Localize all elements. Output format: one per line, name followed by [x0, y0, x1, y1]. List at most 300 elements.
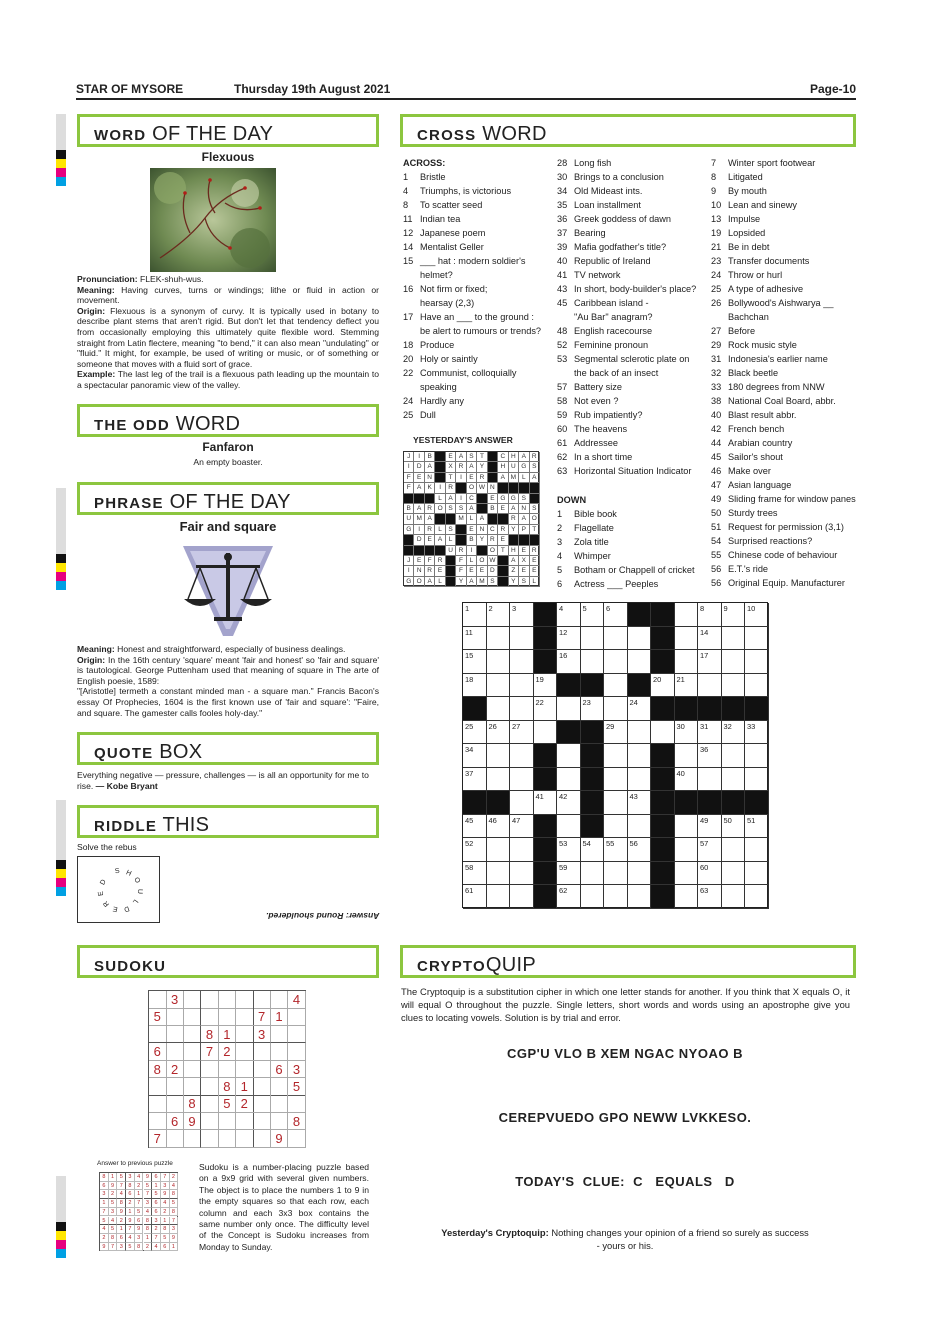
crossword-cell[interactable] [510, 650, 534, 674]
answer-cell: A [425, 514, 435, 524]
crossword-cell[interactable] [651, 721, 675, 745]
sudoku-cell[interactable] [253, 991, 271, 1009]
sudoku-cell[interactable] [149, 991, 167, 1009]
crossword-block [628, 674, 652, 698]
sudoku-answer-cell: 5 [109, 1199, 118, 1208]
answer-cell [498, 566, 508, 576]
crossword-cell[interactable]: 14 [698, 627, 722, 651]
crossword-cell[interactable] [510, 885, 534, 909]
crossword-cell[interactable] [722, 885, 746, 909]
sudoku-cell[interactable] [236, 991, 254, 1009]
clue-item: 37 Bearing [557, 228, 606, 238]
side-strip [56, 1176, 66, 1226]
sudoku-cell[interactable] [236, 1130, 254, 1148]
crossword-cell[interactable] [604, 744, 628, 768]
crossword-cell[interactable] [510, 768, 534, 792]
crossword-cell[interactable] [745, 838, 769, 862]
crossword-cell[interactable] [675, 885, 699, 909]
sudoku-cell[interactable] [201, 1113, 219, 1131]
crossword-cell[interactable] [557, 697, 581, 721]
sudoku-instructions: Sudoku is a number-placing puzzle based on a 9x9 grid with several given numbers. The object is to place the numbers 1 to 9 in the empty squares so that each row, each column and each 3x3 box contains the same number only once. The difficulty level of the Concept is Sudoku increases from Monday to Sunday. [199, 1162, 369, 1252]
crossword-cell[interactable]: 4 [557, 603, 581, 627]
crossword-cell[interactable]: 24 [628, 697, 652, 721]
crossword-cell[interactable]: 18 [463, 674, 487, 698]
crossword-cell[interactable]: 34 [463, 744, 487, 768]
sudoku-cell[interactable] [236, 1026, 254, 1044]
crossword-cell[interactable]: 23 [581, 697, 605, 721]
sudoku-answer-cell: 3 [161, 1182, 170, 1191]
answer-cell [414, 546, 424, 556]
crossword-cell[interactable]: 54 [581, 838, 605, 862]
answer-cell: R [488, 535, 498, 545]
sudoku-answer-cell: 4 [170, 1182, 179, 1191]
answer-cell: R [425, 566, 435, 576]
crossword-cell[interactable] [534, 721, 558, 745]
answer-cell: L [530, 577, 540, 587]
crossword-cell[interactable] [722, 627, 746, 651]
sudoku-cell[interactable] [166, 1130, 184, 1148]
crossword-cell[interactable] [487, 697, 511, 721]
crossword-cell[interactable] [487, 650, 511, 674]
crossword-cell[interactable] [628, 768, 652, 792]
clue-item: 40 Republic of Ireland [557, 256, 651, 266]
sudoku-cell: 7 [201, 1043, 219, 1061]
sudoku-answer-cell: 2 [152, 1225, 161, 1234]
answer-cell: L [435, 525, 445, 535]
crossword-cell[interactable]: 26 [487, 721, 511, 745]
crossword-cell[interactable]: 2 [487, 603, 511, 627]
answer-cell: N [414, 566, 424, 576]
crossword-cell[interactable]: 30 [675, 721, 699, 745]
sudoku-answer-cell: 2 [126, 1199, 135, 1208]
answer-cell: A [467, 577, 477, 587]
crossword-cell[interactable]: 57 [698, 838, 722, 862]
answer-cell [530, 535, 540, 545]
clue-item: 11 Indian tea [403, 214, 461, 224]
crossword-cell[interactable]: 16 [557, 650, 581, 674]
crossword-cell[interactable]: 8 [698, 603, 722, 627]
crossword-cell[interactable]: 33 [745, 721, 769, 745]
crossword-block [651, 815, 675, 839]
answer-cell: U [404, 514, 414, 524]
crossword-cell[interactable] [487, 838, 511, 862]
sudoku-cell[interactable] [271, 1043, 289, 1061]
crossword-cell[interactable] [604, 815, 628, 839]
answer-cell: L [446, 535, 456, 545]
answer-cell: I [414, 452, 424, 462]
crossword-cell[interactable] [581, 885, 605, 909]
crossword-cell[interactable] [604, 768, 628, 792]
answer-cell [519, 483, 529, 493]
answer-cell: S [456, 504, 466, 514]
sudoku-answer-cell: 8 [144, 1217, 153, 1226]
answer-cell: F [425, 556, 435, 566]
crossword-cell[interactable]: 31 [698, 721, 722, 745]
crossword-cell[interactable]: 45 [463, 815, 487, 839]
sudoku-answer-cell: 3 [100, 1190, 109, 1199]
crossword-cell[interactable] [557, 768, 581, 792]
answer-cell: A [414, 504, 424, 514]
sudoku-cell[interactable] [288, 1095, 306, 1113]
crossword-cell[interactable] [628, 650, 652, 674]
answer-cell: E [498, 504, 508, 514]
answer-cell: A [530, 473, 540, 483]
crossword-cell[interactable] [722, 744, 746, 768]
clue-item: 1 Bristle [403, 172, 446, 182]
crossword-cell[interactable] [604, 697, 628, 721]
sudoku-cell[interactable] [184, 1061, 202, 1079]
crossword-cell[interactable]: 42 [557, 791, 581, 815]
crossword-cell[interactable] [745, 627, 769, 651]
crossword-cell[interactable] [487, 768, 511, 792]
answer-cell [509, 535, 519, 545]
crossword-block [651, 627, 675, 651]
crossword-block [651, 744, 675, 768]
sudoku-answer-cell: 5 [161, 1234, 170, 1243]
crossword-cell[interactable] [675, 650, 699, 674]
crossword-cell[interactable] [487, 674, 511, 698]
crossword-cell[interactable] [604, 674, 628, 698]
sudoku-cell[interactable] [166, 1043, 184, 1061]
sudoku-cell[interactable] [184, 1008, 202, 1026]
crossword-cell[interactable]: 55 [604, 838, 628, 862]
crossword-cell[interactable]: 40 [675, 768, 699, 792]
sudoku-cell[interactable] [253, 1113, 271, 1131]
crossword-cell[interactable]: 5 [581, 603, 605, 627]
crossword-cell[interactable] [510, 791, 534, 815]
crossword-cell[interactable]: 62 [557, 885, 581, 909]
answer-cell: C [488, 525, 498, 535]
crossword-cell[interactable] [722, 838, 746, 862]
answer-cell: G [404, 525, 414, 535]
answer-cell [456, 535, 466, 545]
crossword-cell[interactable] [628, 862, 652, 886]
sudoku-cell[interactable] [184, 1078, 202, 1096]
crossword-cell[interactable] [745, 674, 769, 698]
answer-cell: I [414, 525, 424, 535]
crossword-cell[interactable] [557, 815, 581, 839]
sudoku-answer-cell: 5 [100, 1217, 109, 1226]
sudoku-answer-cell: 5 [109, 1225, 118, 1234]
sudoku-cell[interactable] [253, 1061, 271, 1079]
sudoku-cell[interactable] [219, 1061, 237, 1079]
crossword-cell[interactable] [487, 744, 511, 768]
sudoku-cell[interactable] [271, 1113, 289, 1131]
crossword-cell[interactable] [628, 627, 652, 651]
crossword-cell[interactable]: 56 [628, 838, 652, 862]
crossword-cell[interactable]: 29 [604, 721, 628, 745]
down-clues [557, 507, 695, 591]
clue-item: 17 Have an ___ to the ground : [403, 312, 534, 322]
crossword-cell[interactable] [487, 885, 511, 909]
crossword-cell[interactable]: 21 [675, 674, 699, 698]
crossword-block [581, 674, 605, 698]
crossword-cell[interactable] [487, 862, 511, 886]
sudoku-cell[interactable] [201, 991, 219, 1009]
crossword-cell[interactable] [604, 791, 628, 815]
sudoku-answer-cell: 4 [100, 1225, 109, 1234]
answer-cell: I [467, 546, 477, 556]
crossword-cell[interactable] [628, 885, 652, 909]
sudoku-cell[interactable] [253, 1078, 271, 1096]
rebus-letter: O [132, 876, 142, 885]
crossword-cell[interactable]: 53 [557, 838, 581, 862]
answer-cell [488, 514, 498, 524]
crossword-cell[interactable]: 22 [534, 697, 558, 721]
across-heading: ACROSS: [403, 158, 446, 168]
sudoku-cell[interactable] [288, 1130, 306, 1148]
crossword-cell[interactable] [745, 744, 769, 768]
crossword-cell[interactable] [604, 885, 628, 909]
cryptoquip-line-1: CGP'U VLO B XEM NGAC NYOAO B [507, 1046, 743, 1061]
cryptoquip-intro: The Cryptoquip is a substitution cipher in which one letter stands for another. If you think that X equals O, it will equal O throughout the puzzle. Single letters, short words and words using an apostrophe give you clues to locating vowels. Solution is by trial and error. [401, 986, 850, 1024]
crossword-cell[interactable] [628, 744, 652, 768]
crossword-cell[interactable]: 10 [745, 603, 769, 627]
crossword-cell[interactable]: 60 [698, 862, 722, 886]
sudoku-cell[interactable] [166, 1008, 184, 1026]
crossword-cell[interactable]: 47 [510, 815, 534, 839]
crossword-cell[interactable] [510, 744, 534, 768]
sudoku-cell[interactable] [236, 1061, 254, 1079]
sudoku-cell[interactable] [166, 1026, 184, 1044]
page-header [76, 80, 856, 100]
sudoku-cell[interactable] [219, 991, 237, 1009]
clue-item: 25 Dull [403, 410, 436, 420]
answer-cell [456, 525, 466, 535]
crossword-cell[interactable] [628, 721, 652, 745]
answer-cell: A [446, 494, 456, 504]
sudoku-answer-cell: 9 [109, 1182, 118, 1191]
sudoku-answer-cell: 9 [126, 1217, 135, 1226]
crossword-cell[interactable] [698, 768, 722, 792]
sudoku-cell[interactable] [253, 1095, 271, 1113]
answer-cell: E [414, 556, 424, 566]
sudoku-cell[interactable] [236, 1043, 254, 1061]
crossword-cell[interactable]: 19 [534, 674, 558, 698]
sudoku-cell[interactable] [201, 1008, 219, 1026]
clue-item: 15 ___ hat : modern soldier's [403, 256, 526, 266]
sudoku-cell[interactable] [166, 1078, 184, 1096]
crossword-block [651, 603, 675, 627]
clue-item: 45 Sailor's shout [711, 452, 783, 462]
sudoku-cell[interactable] [184, 1043, 202, 1061]
clue-item: 10 Lean and sinewy [711, 200, 797, 210]
crossword-cell[interactable]: 37 [463, 768, 487, 792]
clue-item: 12 Japanese poem [403, 228, 486, 238]
sudoku-cell[interactable] [201, 1095, 219, 1113]
crossword-cell[interactable]: 1 [463, 603, 487, 627]
crossword-cell[interactable]: 41 [534, 791, 558, 815]
answer-cell: L [435, 494, 445, 504]
crossword-block [534, 744, 558, 768]
sudoku-cell: 8 [219, 1078, 237, 1096]
answer-cell [446, 556, 456, 566]
answer-cell: L [467, 556, 477, 566]
sudoku-answer-cell: 8 [161, 1225, 170, 1234]
crossword-cell[interactable] [487, 627, 511, 651]
answer-cell: O [467, 483, 477, 493]
crossword-cell[interactable]: 63 [698, 885, 722, 909]
answer-cell [435, 452, 445, 462]
crossword-block [534, 627, 558, 651]
answer-cell [519, 535, 529, 545]
sudoku-cell: 3 [253, 1026, 271, 1044]
sudoku-cell[interactable] [166, 1095, 184, 1113]
yesterday-heading: YESTERDAY'S ANSWER [413, 435, 513, 445]
answer-cell: O [530, 514, 540, 524]
crossword-cell[interactable]: 46 [487, 815, 511, 839]
sudoku-cell[interactable] [288, 1008, 306, 1026]
crossword-cell[interactable] [675, 862, 699, 886]
crossword-cell[interactable] [675, 627, 699, 651]
sudoku-cell[interactable] [149, 1078, 167, 1096]
crossword-cell[interactable]: 49 [698, 815, 722, 839]
sudoku-cell[interactable] [253, 1043, 271, 1061]
crossword-cell[interactable] [510, 862, 534, 886]
sudoku-cell[interactable] [201, 1078, 219, 1096]
sudoku-answer-cell: 2 [100, 1234, 109, 1243]
crossword-cell[interactable]: 27 [510, 721, 534, 745]
clue-item: 20 Holy or saintly [403, 354, 478, 364]
sudoku-answer-cell: 1 [135, 1190, 144, 1199]
sudoku-cell[interactable] [184, 1130, 202, 1148]
crossword-cell[interactable]: 36 [698, 744, 722, 768]
crossword-cell[interactable] [745, 885, 769, 909]
crossword-cell[interactable] [604, 862, 628, 886]
sudoku-cell[interactable] [219, 1113, 237, 1131]
sudoku-cell[interactable] [184, 1026, 202, 1044]
crossword-cell[interactable] [722, 674, 746, 698]
sudoku-cell[interactable] [236, 1113, 254, 1131]
crossword-cell[interactable] [628, 815, 652, 839]
sudoku-cell[interactable] [253, 1130, 271, 1148]
sudoku-cell[interactable] [149, 1113, 167, 1131]
crossword-cell[interactable]: 32 [722, 721, 746, 745]
crossword-cell[interactable] [675, 744, 699, 768]
answer-cell [414, 494, 424, 504]
rebus-letter: D [123, 904, 131, 913]
answer-cell: N [477, 525, 487, 535]
crossword-cell[interactable]: 61 [463, 885, 487, 909]
crossword-cell[interactable]: 59 [557, 862, 581, 886]
crossword-cell[interactable]: 6 [604, 603, 628, 627]
crossword-block [581, 721, 605, 745]
answer-cell: W [477, 483, 487, 493]
crossword-cell[interactable]: 52 [463, 838, 487, 862]
crossword-cell[interactable]: 25 [463, 721, 487, 745]
across-clues-col1 [403, 170, 541, 422]
crossword-cell[interactable] [581, 650, 605, 674]
crossword-cell[interactable] [745, 650, 769, 674]
answer-cell: A [477, 514, 487, 524]
crossword-cell[interactable] [675, 838, 699, 862]
crossword-cell[interactable] [722, 650, 746, 674]
crossword-cell[interactable]: 15 [463, 650, 487, 674]
sudoku-answer-cell: 6 [135, 1217, 144, 1226]
answer-cell: Y [477, 535, 487, 545]
crossword-cell[interactable] [581, 862, 605, 886]
crossword-cell[interactable] [510, 838, 534, 862]
crossword-cell[interactable]: 20 [651, 674, 675, 698]
sudoku-cell[interactable] [236, 1008, 254, 1026]
clue-item: 1 Bible book [557, 509, 617, 519]
sudoku-cell[interactable] [149, 1026, 167, 1044]
sudoku-banner: SUDOKU [77, 945, 379, 978]
sudoku-cell[interactable] [288, 1043, 306, 1061]
crossword-cell[interactable] [722, 862, 746, 886]
crossword-cell[interactable] [510, 674, 534, 698]
sudoku-cell[interactable] [271, 1095, 289, 1113]
crossword-cell[interactable] [675, 815, 699, 839]
sudoku-cell[interactable] [201, 1061, 219, 1079]
clue-item: 22 Communist, colloquially [403, 368, 517, 378]
answer-cell: A [519, 452, 529, 462]
crossword-cell[interactable]: 17 [698, 650, 722, 674]
answer-cell: E [530, 566, 540, 576]
answer-cell: E [467, 566, 477, 576]
crossword-cell[interactable] [510, 697, 534, 721]
color-marks [56, 1222, 66, 1258]
crossword-cell[interactable] [604, 627, 628, 651]
sudoku-cell[interactable] [201, 1130, 219, 1148]
crossword-cell[interactable]: 12 [557, 627, 581, 651]
answer-cell: M [414, 514, 424, 524]
sudoku-cell[interactable] [288, 1026, 306, 1044]
clue-item: 24 Throw or hurl [711, 270, 783, 280]
answer-cell [446, 566, 456, 576]
crossword-cell[interactable]: 11 [463, 627, 487, 651]
answer-cell: S [446, 525, 456, 535]
crossword-cell[interactable] [557, 744, 581, 768]
crossword-cell[interactable] [604, 650, 628, 674]
answer-cell: B [488, 504, 498, 514]
crossword-block [534, 650, 558, 674]
answer-cell: Y [456, 577, 466, 587]
answer-cell: C [467, 494, 477, 504]
sudoku-cell[interactable] [271, 1026, 289, 1044]
rebus-letter: R [102, 898, 111, 908]
sudoku-cell[interactable] [184, 991, 202, 1009]
crossword-cell[interactable] [698, 674, 722, 698]
crossword-cell[interactable]: 43 [628, 791, 652, 815]
crossword-cell[interactable] [745, 768, 769, 792]
crossword-cell[interactable]: 3 [510, 603, 534, 627]
crossword-cell[interactable]: 9 [722, 603, 746, 627]
crossword-cell[interactable] [510, 627, 534, 651]
sudoku-cell[interactable] [271, 1078, 289, 1096]
crossword-cell[interactable]: 50 [722, 815, 746, 839]
sudoku-cell[interactable] [219, 1008, 237, 1026]
crossword-cell[interactable] [745, 862, 769, 886]
sudoku-cell[interactable] [271, 991, 289, 1009]
sudoku-cell[interactable] [149, 1095, 167, 1113]
crossword-cell[interactable]: 58 [463, 862, 487, 886]
side-strip [56, 114, 66, 154]
sudoku-answer-cell: 8 [100, 1173, 109, 1182]
crossword-cell[interactable] [722, 768, 746, 792]
answer-cell: O [477, 556, 487, 566]
answer-cell: T [530, 525, 540, 535]
answer-cell: D [488, 566, 498, 576]
crossword-cell[interactable] [675, 603, 699, 627]
crossword-cell[interactable] [581, 627, 605, 651]
sudoku-cell[interactable] [219, 1130, 237, 1148]
answer-cell [435, 514, 445, 524]
sudoku-answer-cell: 1 [152, 1182, 161, 1191]
answer-cell: S [446, 504, 456, 514]
clue-item: 2 Flagellate [557, 523, 614, 533]
crossword-cell[interactable]: 51 [745, 815, 769, 839]
